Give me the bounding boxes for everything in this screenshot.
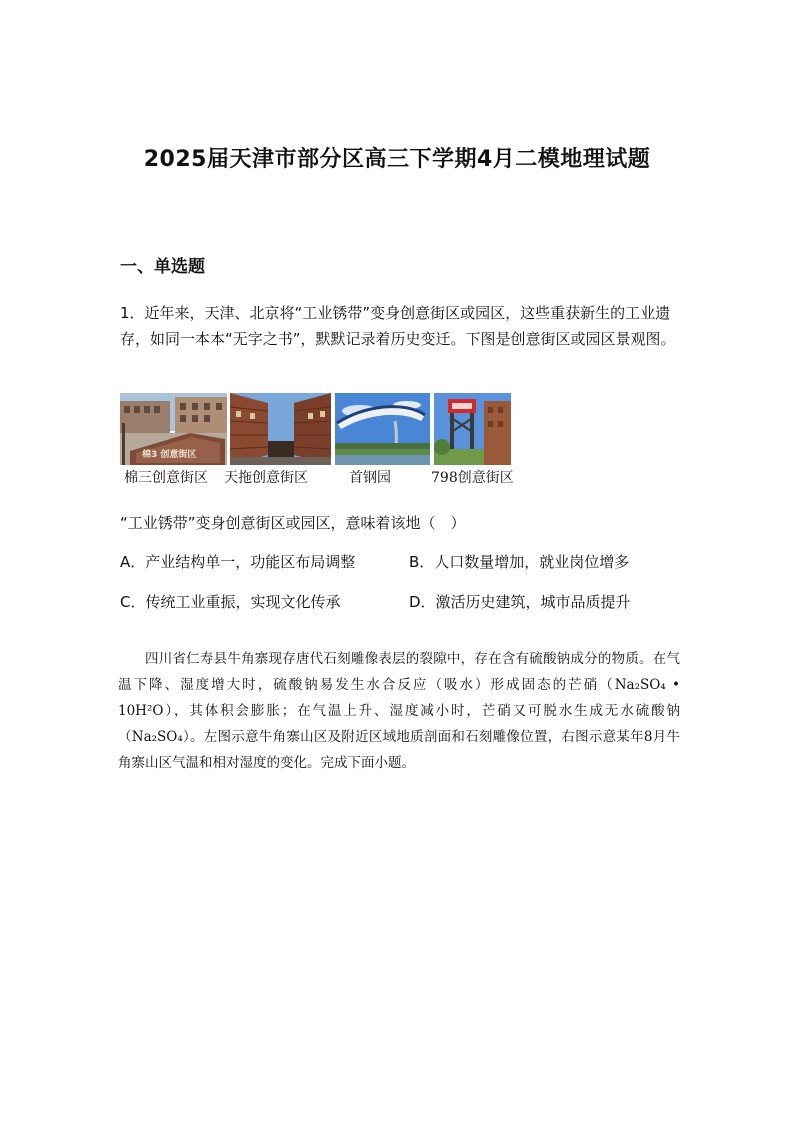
photo-tian-tuo [230,393,331,465]
option-c[interactable]: C．传统工业重振，实现文化传承 [120,593,341,611]
passage-part-2: ），其体积会膨胀；在气温上升、湿度减小时，芒硝又可脱水生成无水硫酸钠（ [118,703,680,745]
caption-798: 798创意街区 [431,470,514,486]
question-1-stem: “工业锈带”变身创意街区或园区，意味着该地（ ） [120,514,466,532]
option-b[interactable]: B．人口数量增加，就业岗位增多 [409,553,630,571]
formula-sodium-sulfate: Na₂SO₄ [131,729,183,745]
caption-shou-gang: 首钢园 [349,470,391,486]
passage-part-1: 四川省仁寿县牛角寨现存唐代石刻雕像表层的裂隙中，存在含有硫酸钠成分的物质。在气温下降、湿度增大时，硫酸钠易发生水合反应（吸水）形成固态的芒硝（ [118,651,680,693]
passage-part-3: ）。左图示意牛角寨山区及附近区域地质剖面和石刻雕像位置，右图示意某年8月牛角寨山区气温和相对湿度的变化。完成下面小题。 [118,729,681,771]
photo-strip [120,393,520,465]
sign-mian-san-text: 棉3 创意街区 [142,450,197,460]
option-d[interactable]: D．激活历史建筑，城市品质提升 [409,593,631,611]
photo-mian-san [120,393,227,465]
reading-passage [118,646,680,776]
page-title: 2025届天津市部分区高三下学期4月二模地理试题 [143,147,651,172]
section-heading: 一、单选题 [120,257,205,277]
caption-tian-tuo: 天拖创意街区 [224,470,308,486]
photo-shou-gang [335,393,430,465]
formula-mirabilite: Na₂SO₄ • 10H²O [118,677,680,719]
option-a[interactable]: A．产业结构单一，功能区布局调整 [120,553,356,571]
photo-798 [434,393,511,465]
question-1-text: 1．近年来，天津、北京将“工业锈带”变身创意街区或园区，这些重获新生的工业遗存，如同一本本“无字之书”，默默记录着历史变迁。下图是创意街区或园区景观图。 [120,304,676,348]
caption-mian-san: 棉三创意街区 [124,470,208,486]
